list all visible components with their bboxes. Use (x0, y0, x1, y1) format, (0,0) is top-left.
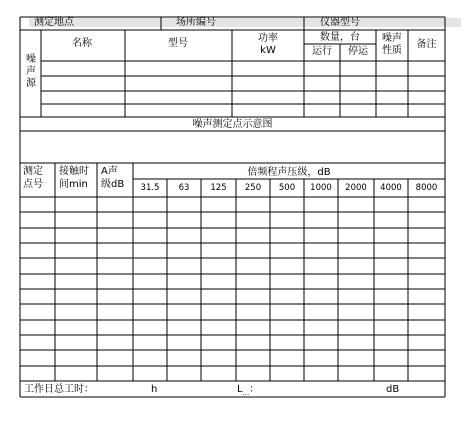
col-power-header-2: kW (260, 45, 276, 56)
frequency-label: 125 (210, 183, 227, 193)
col-point-header-2: 点号 (23, 179, 43, 190)
frequency-label: 2000 (345, 183, 367, 193)
col-quantity-header: 数量，台 (320, 32, 360, 43)
source-side-char-2: 声 (26, 66, 36, 77)
frequency-label: 8000 (415, 183, 438, 193)
hours-unit: h (151, 384, 158, 395)
col-remark-header: 备注 (416, 39, 437, 50)
col-model-header: 型号 (168, 38, 188, 49)
col-a-level-header-2: 级dB (101, 179, 125, 190)
col-nature-header-1: 噪声 (382, 33, 402, 44)
col-stopped-header: 停运 (348, 46, 368, 57)
col-name-header: 名称 (72, 38, 92, 49)
frequency-label: 1000 (310, 183, 332, 193)
col-exposure-header-1: 接触时 (59, 166, 89, 177)
workday-hours-label: 工作日总工时： (24, 384, 94, 395)
db-unit: dB (386, 384, 400, 395)
octave-band-title: 倍频程声压级，dB (247, 167, 331, 178)
frequency-label: 4000 (380, 183, 402, 193)
frequency-label: 31.5 (140, 183, 160, 193)
leq-label: $L_{...}$： (237, 384, 260, 397)
location-label: 测定地点 (34, 17, 74, 28)
col-nature-header-2: 性质 (382, 45, 402, 56)
source-side-char-1: 噪 (26, 54, 36, 65)
frequency-label: 63 (178, 183, 190, 193)
instrument-model-label: 仪器型号 (320, 17, 360, 28)
col-a-level-header-1: A声 (101, 166, 118, 177)
frequency-label: 250 (244, 183, 262, 193)
col-point-header-1: 测定 (23, 166, 43, 177)
frequency-label: 500 (278, 183, 296, 193)
diagram-title: 噪声测定点示意图 (192, 119, 273, 130)
col-exposure-header-2: 间min (59, 179, 88, 190)
site-number-label: 场所编号 (176, 17, 216, 28)
col-power-header-1: 功率 (258, 33, 278, 44)
source-side-char-3: 源 (26, 78, 36, 89)
col-running-header: 运行 (312, 46, 332, 57)
